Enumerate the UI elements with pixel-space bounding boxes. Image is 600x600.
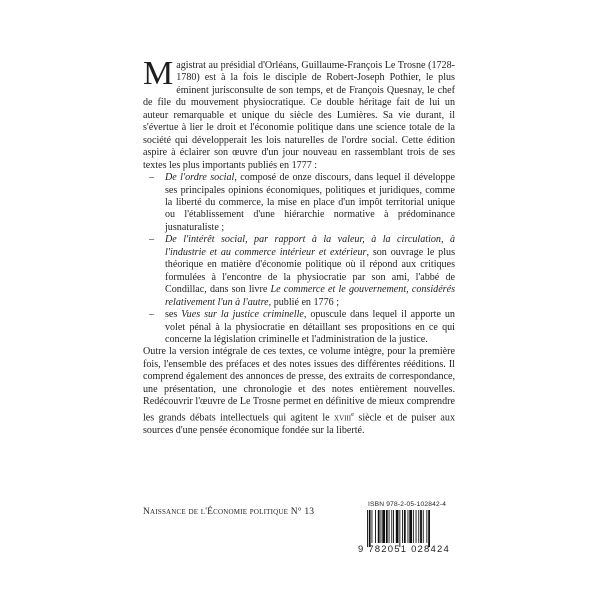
isbn-label: ISBN 978-2-05-102842-4 (368, 501, 447, 508)
barcode-bar (399, 510, 400, 547)
barcode-bar (418, 510, 419, 543)
works-list (143, 172, 455, 346)
barcode-bar (375, 510, 376, 543)
barcode-bar (367, 510, 368, 547)
barcode-bar (393, 510, 394, 543)
blurb-text (143, 55, 456, 437)
barcode-bar (382, 510, 385, 543)
work-description: , composé de onze discours, dans lequel il développe ses principales opinions économiques, politiques et juridiques, comme la liberté du commerce, la mise en place d'un impôt territorial unique ou l'établissement d'une hiérarchie normative à prédominance jusnaturaliste ; (165, 172, 455, 233)
intro-text: agistrat au présidial d'Orléans, Guillaume-François Le Trosne (1728-1780) est à la fois le disciple de Robert-Joseph Pothier, le plus éminent jurisconsulte de son temps, et de François Quesnay, le chef de file du mouvement physiocratique. Ce double héritage fait de lui un auteur remarquable et unique du siècle des Lumières. Sa vie durant, il s'évertue à lier le droit et l'économie politique dans une science totale de la société qui développerait les lois naturelles de l'ordre social. Cette édition aspire à éclairer son œuvre d'un jour nouveau en rassemblant trois de ses textes les plus importants publiés en 1777 : (143, 60, 455, 171)
barcode-bar (423, 510, 424, 543)
barcode-area (356, 501, 458, 557)
work-title: Vues sur la justice criminelle (181, 309, 304, 321)
barcode-digits: 9 782051 028424 (358, 544, 450, 555)
barcode-bar (386, 510, 388, 543)
list-item (143, 234, 455, 309)
barcode-bar (391, 510, 392, 543)
barcode-bar (402, 510, 403, 543)
list-item (143, 309, 455, 346)
work-description-end: , publié en 1776 ; (268, 296, 340, 308)
barcode-bar (389, 510, 390, 543)
work-title: De l'intérêt social, par rapport à la valeur, à la circulation, à l'industrie et au commerce intérieur et extérieur (165, 234, 455, 258)
outro-text-end: siècle et de puiser aux sources d'une pensée économique fondée sur la liberté. (143, 412, 455, 436)
barcode-bar (413, 510, 414, 543)
series-label: Naissance de l'Économie politique N° 13 (143, 507, 315, 517)
work-description: , son ouvrage le plus théorique en matière d'économie politique où il répond aux critiques formulées à l'encontre de la physiocratie par son ami, l'abbé de Condillac, dans son livre (165, 246, 455, 296)
dash-bullet: – (149, 172, 155, 184)
barcode-bar (404, 510, 406, 543)
barcode-bar (426, 510, 427, 543)
work-description: , opuscule dans lequel il apporte un volet pénal à la physiocratie en détaillant ses propositions en ce qui concerne la législation criminelle et l'administration de la justice. (165, 309, 455, 345)
barcode-bar (409, 510, 412, 543)
outro-paragraph (143, 346, 455, 437)
cited-work-title: Le commerce et le gouvernement, considérés relativement l'un à l'autre (165, 284, 456, 308)
barcode-bar (408, 510, 409, 543)
list-item (143, 172, 455, 234)
work-prefix: ses (165, 309, 182, 321)
barcode-icon (366, 510, 456, 547)
barcode-bar (396, 510, 399, 543)
barcode-bar (428, 510, 430, 547)
barcode-bar (372, 510, 373, 543)
barcode-bar (416, 510, 417, 543)
drop-cap: M (143, 55, 174, 92)
barcode-bar (381, 510, 382, 543)
barcode-bar (369, 510, 371, 547)
work-title: De l'ordre social (165, 172, 235, 184)
outro-text: Outre la version intégrale de ces textes, ce volume intègre, pour la première fois, l'ensemble des préfaces et des notes issues des différentes rééditions. Il comprend également des annonces de presse, des extraits de correspondance, une présentation, une chronologie et des notes entièrement nouvelles. Redécouvrir l'œuvre de Le Trosne permet en définitive de mieux comprendre les grands débats intellectuels qui agitent le (143, 346, 455, 424)
barcode-bar (378, 510, 380, 543)
century-superscript: e (351, 410, 355, 418)
century-numeral: xviii (334, 412, 352, 424)
dash-bullet: – (149, 309, 155, 321)
barcode-bar (420, 510, 422, 543)
intro-paragraph (143, 55, 455, 172)
dash-bullet: – (149, 234, 155, 246)
